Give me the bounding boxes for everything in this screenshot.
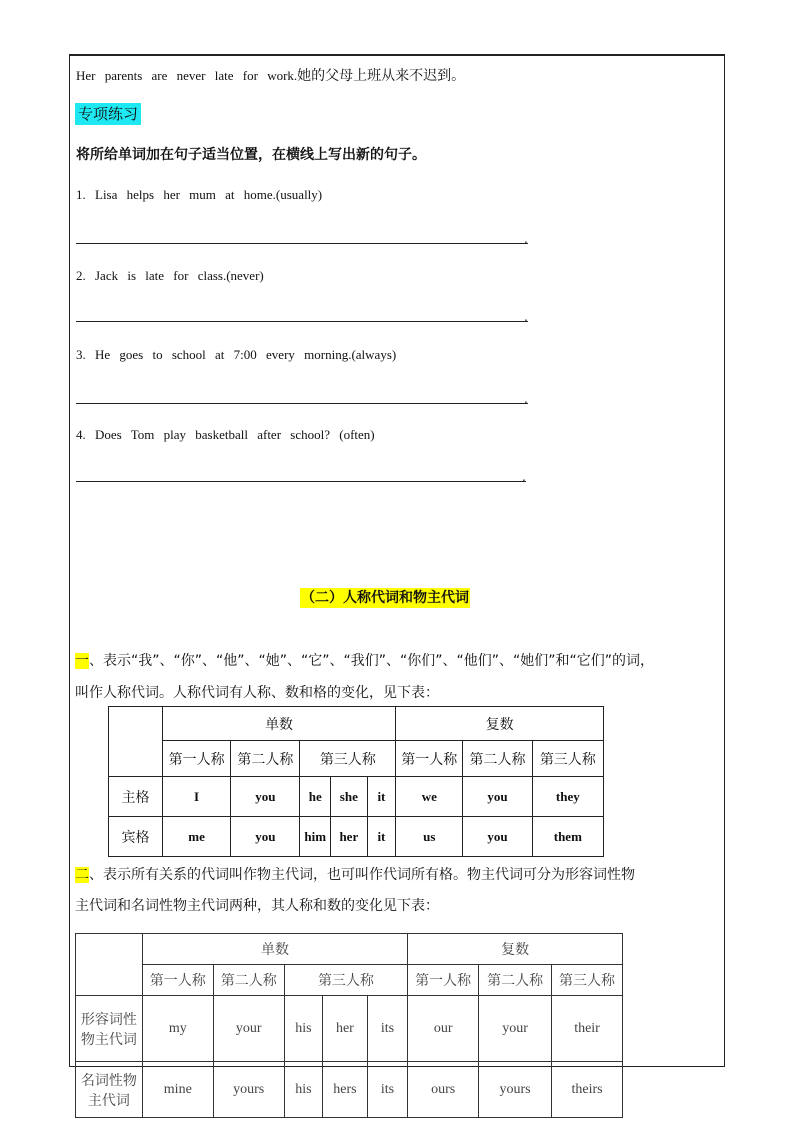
practice-item-4: 4. Does Tom play basketball after school? (often) — [76, 427, 375, 442]
table-corner — [76, 934, 143, 996]
row-label-subject: 主格 — [109, 777, 163, 817]
content-frame — [69, 54, 725, 1067]
header-singular: 单数 — [142, 934, 407, 965]
header-first-person: 第一人称 — [142, 965, 213, 996]
practice-item-2: 2. Jack is late for class.(never) — [76, 268, 264, 283]
table-cell: yours — [479, 1062, 552, 1118]
header-second-person: 第二人称 — [479, 965, 552, 996]
header-second-person: 第二人称 — [213, 965, 284, 996]
table-cell: us — [396, 817, 463, 857]
table-cell: them — [532, 817, 603, 857]
header-singular: 单数 — [162, 707, 395, 741]
table-cell: they — [532, 777, 603, 817]
practice-heading: 专项练习 — [75, 103, 141, 124]
table-cell: mine — [142, 1062, 213, 1118]
table-corner — [109, 707, 163, 777]
table-cell: it — [367, 817, 396, 857]
row-label-noun-possessive: 名词性物 主代词 — [76, 1062, 143, 1118]
header-second-person: 第二人称 — [463, 741, 532, 777]
header-second-person: 第二人称 — [231, 741, 300, 777]
table-cell: you — [231, 777, 300, 817]
header-third-person: 第三人称 — [300, 741, 396, 777]
answer-line-1[interactable] — [76, 243, 528, 244]
answer-line-3[interactable] — [76, 403, 528, 404]
table-cell: its — [367, 1062, 408, 1118]
table-cell: its — [367, 996, 408, 1062]
table-cell: she — [331, 777, 368, 817]
answer-line-4[interactable] — [76, 481, 526, 482]
table-cell: yours — [213, 1062, 284, 1118]
table-cell: hers — [323, 1062, 368, 1118]
table-cell: his — [284, 1062, 322, 1118]
practice-item-3: 3. He goes to school at 7:00 every morning.(always) — [76, 347, 397, 362]
intro-sentence: Her parents are never late for work.她的父母上班从来不迟到。 — [76, 68, 466, 84]
header-plural: 复数 — [396, 707, 604, 741]
table-cell: my — [142, 996, 213, 1062]
table-cell: we — [396, 777, 463, 817]
table-cell: theirs — [552, 1062, 623, 1118]
table-cell: our — [408, 996, 479, 1062]
table-cell: he — [300, 777, 331, 817]
row-label-object: 宾格 — [109, 817, 163, 857]
paragraph-1-line-2: 叫作人称代词。人称代词有人称、数和格的变化，见下表： — [75, 685, 439, 701]
header-plural: 复数 — [408, 934, 623, 965]
table-cell: your — [213, 996, 284, 1062]
table-cell: him — [300, 817, 331, 857]
table-cell: ours — [408, 1062, 479, 1118]
header-third-person: 第三人称 — [552, 965, 623, 996]
header-third-person: 第三人称 — [284, 965, 408, 996]
line-end-dot: . — [524, 232, 528, 246]
paragraph-1-line-1: 一、表示“我”、“你”、“他”、“她”、“它”、“我们”、“你们”、“他们”、“她们”和“它们”的词， — [75, 653, 655, 669]
personal-pronoun-table — [108, 706, 604, 857]
paragraph-2-line-2: 主代词和名词性物主代词两种，其人称和数的变化见下表： — [75, 898, 439, 914]
practice-item-1: 1. Lisa helps her mum at home.(usually) — [76, 187, 323, 202]
table-cell: you — [231, 817, 300, 857]
line-end-dot: . — [522, 470, 526, 484]
paragraph-2-line-1: 二、表示所有关系的代词叫作物主代词，也可叫作代词所有格。物主代词可分为形容词性物 — [75, 867, 635, 883]
table-cell: your — [479, 996, 552, 1062]
practice-instruction: 将所给单词加在句子适当位置，在横线上写出新的句子。 — [76, 147, 426, 163]
row-label-adjective-possessive: 形容词性 物主代词 — [76, 996, 143, 1062]
table-cell: me — [162, 817, 230, 857]
table-cell: her — [323, 996, 368, 1062]
possessive-pronoun-table — [75, 933, 623, 1118]
table-cell: you — [463, 817, 532, 857]
line-end-dot: . — [524, 310, 528, 324]
header-first-person: 第一人称 — [408, 965, 479, 996]
header-third-person: 第三人称 — [532, 741, 603, 777]
header-first-person: 第一人称 — [396, 741, 463, 777]
line-end-dot: . — [524, 392, 528, 406]
table-cell: it — [367, 777, 396, 817]
table-cell: I — [162, 777, 230, 817]
table-cell: her — [331, 817, 368, 857]
table-cell: their — [552, 996, 623, 1062]
table-cell: his — [284, 996, 322, 1062]
header-first-person: 第一人称 — [162, 741, 230, 777]
section-title: （二）人称代词和物主代词 — [301, 590, 469, 606]
table-cell: you — [463, 777, 532, 817]
answer-line-2[interactable] — [76, 321, 528, 322]
